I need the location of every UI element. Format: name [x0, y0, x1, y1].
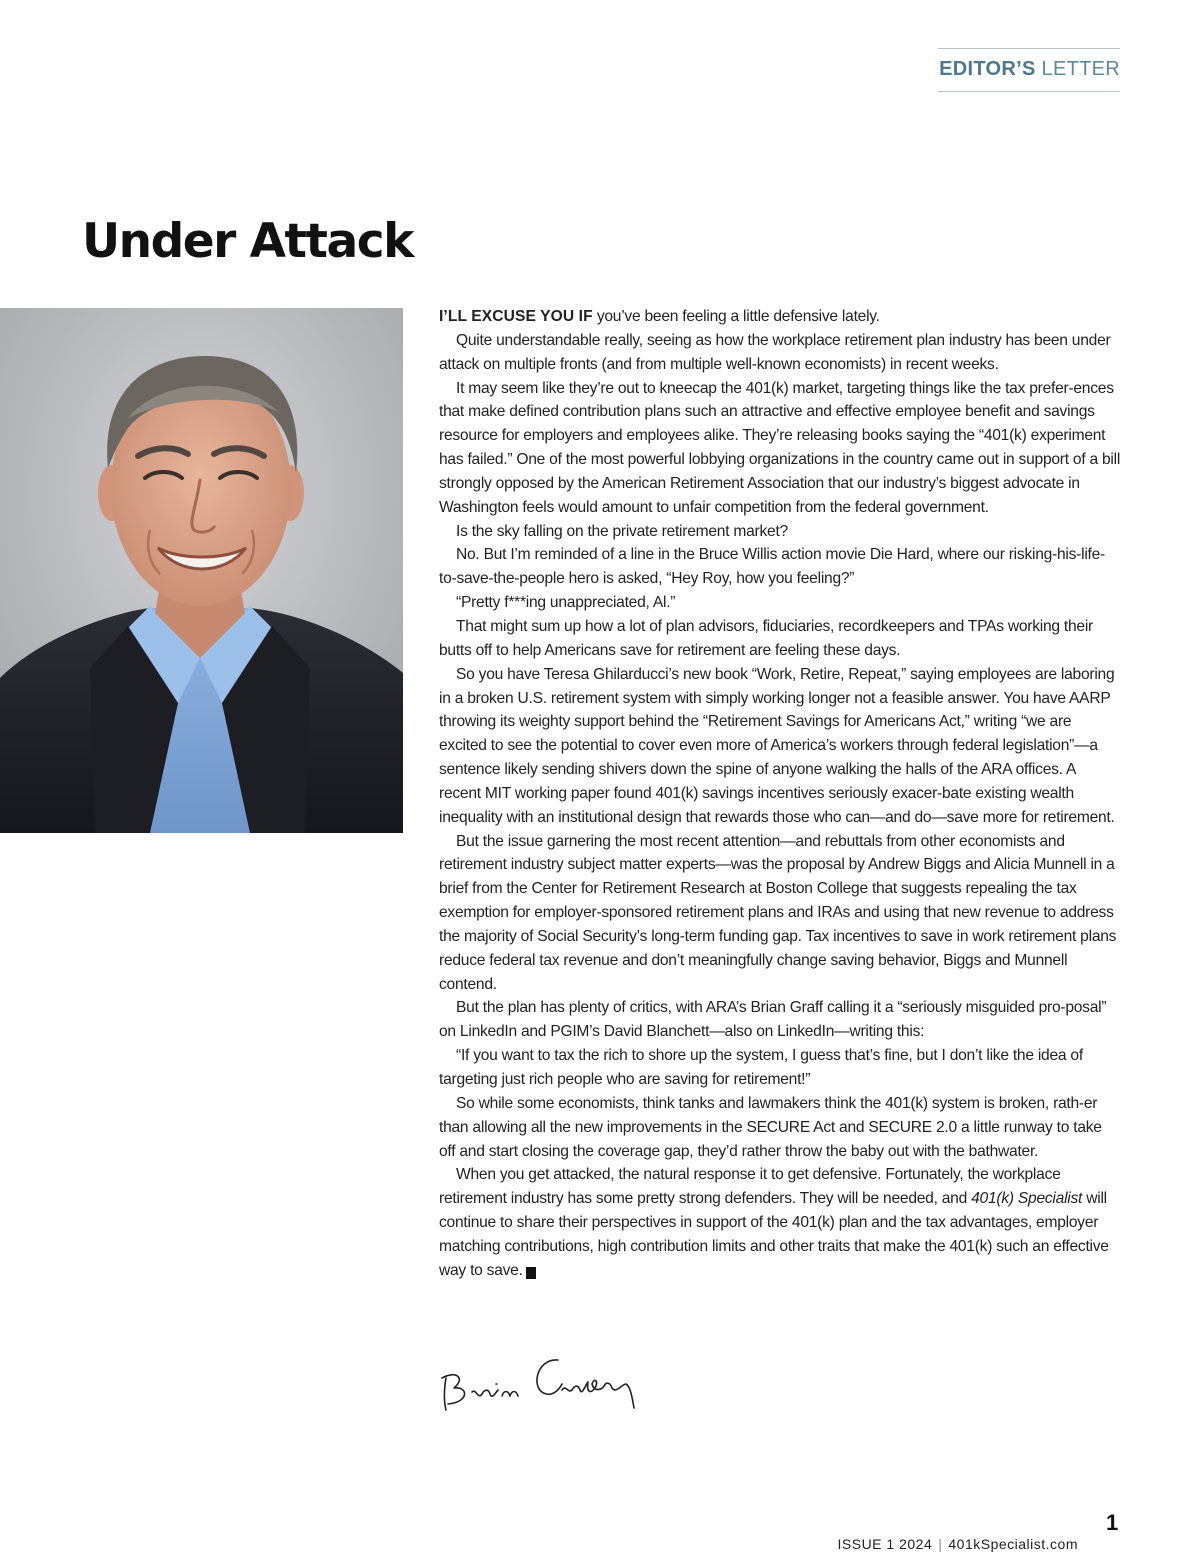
headline: Under Attack — [82, 214, 413, 269]
lead-in: I’LL EXCUSE YOU IF — [439, 308, 593, 325]
page-number: 1 — [1106, 1510, 1119, 1535]
website-link[interactable]: 401kSpecialist.com — [948, 1536, 1078, 1552]
footer-separator: | — [938, 1536, 943, 1552]
section-label-light: LETTER — [1041, 58, 1120, 80]
page-footer — [838, 1536, 1079, 1552]
article-paragraph: It may seem like they’re out to kneecap the 401(k) market, targeting things like the tax prefer-ences that make defined contribution plans such an attractive and effective employee benefit and savings resource for employers and employees alike. They’re releasing books saying the “401(k) experiment has failed.” One of the most powerful lobbying organizations in the country came out in support of a bill strongly opposed by the American Retirement Association that our industry’s biggest advocate in Washington feels would amount to unfair competition from the federal government. — [439, 379, 1121, 516]
end-mark-icon: K — [526, 1267, 536, 1279]
article-paragraph: No. But I’m reminded of a line in the Bruce Willis action movie Die Hard, where our risking-his-life-to-save-the-people hero is asked, “Hey Roy, how you feeling?” — [439, 546, 1105, 588]
article-body — [439, 305, 1121, 1283]
article-paragraph-1 — [439, 305, 1121, 329]
closing-text-start: When you get attacked, the natural response it to get defensive. Fortunately, the workplace retirement industry has some pretty strong defenders. They will be needed, and — [439, 1166, 1061, 1208]
article-paragraph: That might sum up how a lot of plan advisors, fiduciaries, recordkeepers and TPAs working their butts off to help Americans save for retirement are feeling these days. — [439, 617, 1093, 659]
opening-text: you’ve been feeling a little defensive lately. — [592, 308, 880, 325]
publication-name: 401(k) Specialist — [971, 1190, 1083, 1208]
article-paragraph: So you have Teresa Ghilarducci’s new book “Work, Retire, Repeat,” saying employees are laboring in a broken U.S. retirement system with simply working longer not a feasible answer. You have AARP throwing its weighty support behind the “Retirement Savings for Americans Act,” writing “we are excited to see the potential to cover even more of America’s workers through federal legislation”—a sentence likely sending shivers down the spine of anyone walking the halls of the ARA offices. A recent MIT working paper found 401(k) savings incentives seriously exacer-bate existing wealth inequality with an institutional design that rewards those who can—and do—save more for retirement. — [439, 665, 1115, 826]
article-paragraph-last — [439, 1163, 1121, 1282]
article-paragraph: But the issue garnering the most recent attention—and rebuttals from other economists and retirement industry subject matter experts—was the proposal by Andrew Biggs and Alicia Munnell in a brief from the Center for Retirement Research at Boston College that suggests repealing the tax exemption for employer-sponsored retirement plans and IRAs and using that new revenue to address the majority of Social Security’s long-term funding gap. Tax incentives to save in work retirement plans reduce federal tax revenue and don’t meaningfully change saving behavior, Biggs and Munnell contend. — [439, 832, 1117, 993]
section-header — [938, 48, 1120, 92]
editor-signature — [436, 1350, 646, 1416]
article-paragraph: So while some economists, think tanks and lawmakers think the 401(k) system is broken, rath-er than allowing all the new improvements in the SECURE Act and SECURE 2.0 a little runway to take off and start closing the coverage gap, they’d rather throw the baby out with the bathwater. — [439, 1094, 1102, 1160]
author-photo — [0, 308, 403, 833]
article-paragraph: “Pretty f***ing unappreciated, Al.” — [456, 594, 676, 612]
article-paragraph: “If you want to tax the rich to shore up the system, I guess that’s fine, but I don’t like the idea of targeting just rich people who are saving for retirement!” — [439, 1047, 1083, 1088]
article-paragraph: Quite understandable really, seeing as how the workplace retirement plan industry has been under attack on multiple fronts (and from multiple well-known economists) in recent weeks. — [439, 331, 1111, 373]
article-paragraph: But the plan has plenty of critics, with ARA’s Brian Graff calling it a “seriously misguided pro-posal” on LinkedIn and PGIM’s David Blanchett—also on LinkedIn—writing this: — [439, 999, 1107, 1041]
section-label-bold: EDITOR’S — [939, 58, 1036, 80]
issue-label: ISSUE 1 2024 — [837, 1536, 933, 1552]
closing-text-end: will continue to share their perspectives in support of the 401(k) plan and the tax advantages, employer matching contributions, high contribution limits and other traits that make the 401(k) such an effective way to save. — [439, 1190, 1109, 1279]
article-paragraph: Is the sky falling on the private retirement market? — [456, 522, 788, 540]
